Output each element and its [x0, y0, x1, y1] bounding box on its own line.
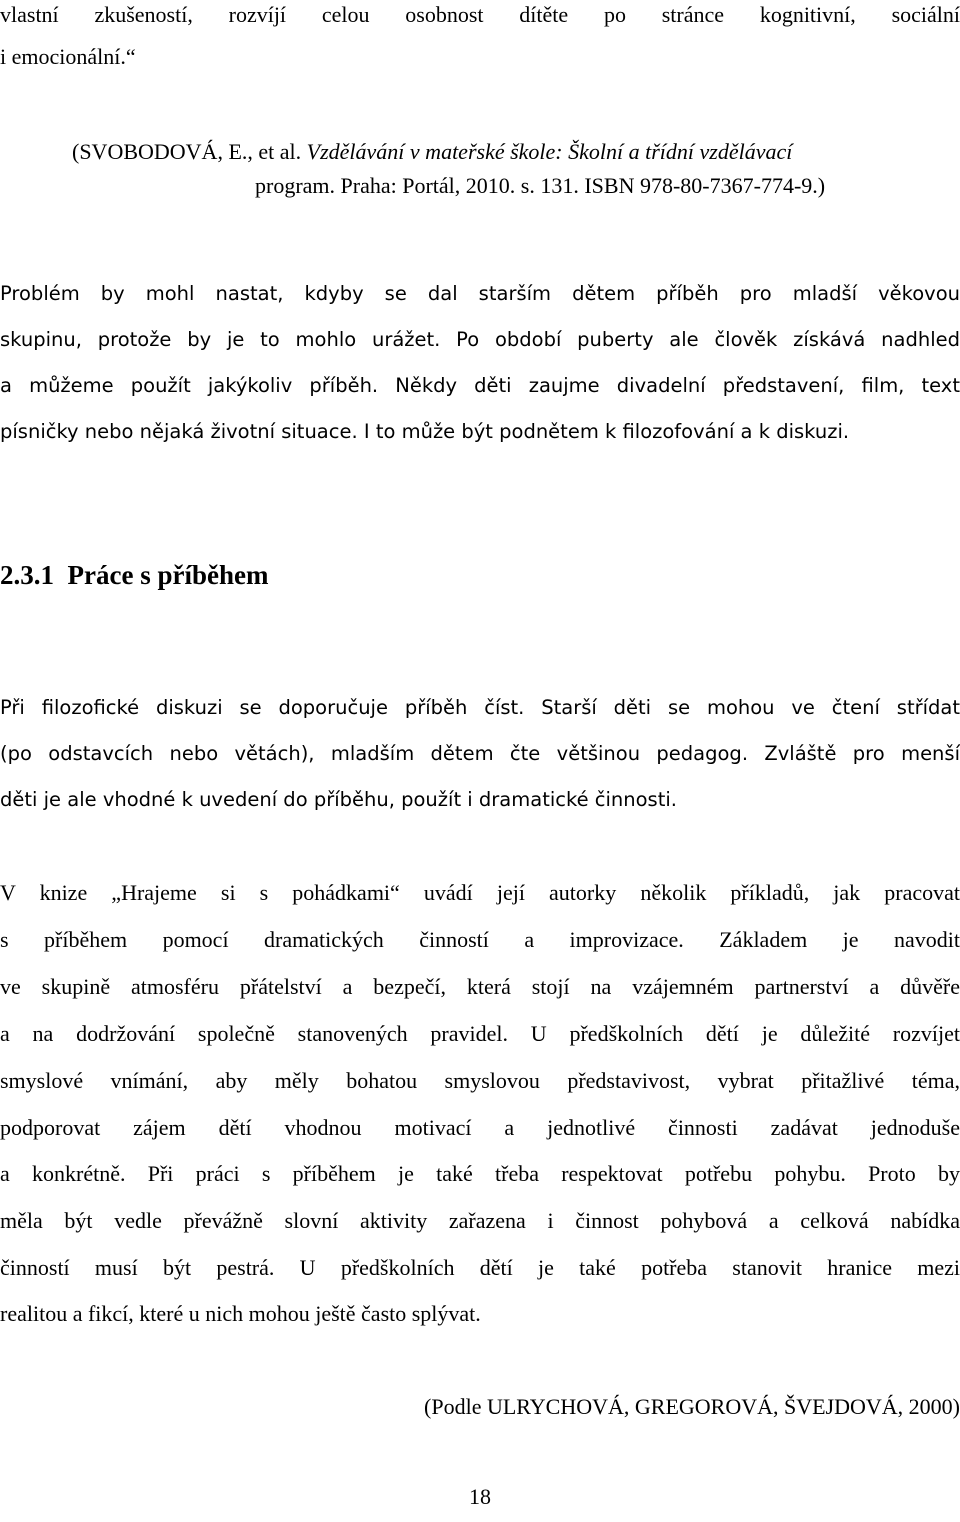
paragraph-3-line-6: podporovat zájem dětí vhodnou motivací a jednotlivé činnosti zadávat jednoduše: [0, 1115, 960, 1140]
paragraph-2-line-2: (po odstavcích nebo větách), mladším dětem čte většinou pedagog. Zvláště pro menší: [0, 742, 960, 765]
paragraph-3-line-9: činností musí být pestrá. U předškolních dětí je také potřeba stanovit hranice mezi: [0, 1255, 960, 1280]
top-paragraph-line-2: i emocionální.“: [0, 44, 136, 69]
top-paragraph-line-1: vlastní zkušeností, rozvíjí celou osobnost dítěte po stránce kognitivní, sociální: [0, 2, 960, 27]
section-number: 2.3.1: [0, 560, 54, 590]
paragraph-3-line-2: s příběhem pomocí dramatických činností a improvizace. Základem je navodit: [0, 927, 960, 952]
paragraph-1-line-2: skupinu, protože by je to mohlo urážet. Po období puberty ale člověk získává nadhled: [0, 328, 960, 351]
page-number: 18: [469, 1484, 491, 1509]
paragraph-3-line-10: realitou a fikcí, které u nich mohou ještě často splývat.: [0, 1301, 481, 1326]
paragraph-2-line-3: děti je ale vhodné k uvedení do příběhu, použít i dramatické činnosti.: [0, 788, 677, 811]
paragraph-3-line-8: měla být vedle převážně slovní aktivity zařazena i činnost pohybová a celková nabídka: [0, 1208, 960, 1233]
citation-1-authors: (SVOBODOVÁ, E., et al.: [72, 139, 307, 164]
citation-2: (Podle ULRYCHOVÁ, GREGOROVÁ, ŠVEJDOVÁ, 2000): [424, 1394, 960, 1419]
paragraph-1-line-1: Problém by mohl nastat, kdyby se dal starším dětem příběh pro mladší věkovou: [0, 282, 960, 305]
paragraph-3-line-4: a na dodržování společně stanovených pravidel. U předškolních dětí je důležité rozvíjet: [0, 1021, 960, 1046]
citation-1-line-1: [72, 137, 960, 167]
paragraph-3-line-1: V knize „Hrajeme si s pohádkami“ uvádí její autorky několik příkladů, jak pracovat: [0, 880, 960, 905]
paragraph-2-line-1: Při filozofické diskuzi se doporučuje příběh číst. Starší děti se mohou ve čtení střídat: [0, 696, 960, 719]
citation-1-line-2: program. Praha: Portál, 2010. s. 131. ISBN 978-80-7367-774-9.): [255, 173, 826, 198]
section-title: Práce s příběhem: [67, 560, 269, 590]
paragraph-3-line-3: ve skupině atmosféru přátelství a bezpečí, která stojí na vzájemném partnerství a důvěře: [0, 974, 960, 999]
paragraph-3-line-5: smyslové vnímání, aby měly bohatou smyslovou představivost, vybrat přitažlivé téma,: [0, 1068, 960, 1093]
paragraph-1-line-3: a můžeme použít jakýkoliv příběh. Někdy děti zaujme divadelní představení, film, text: [0, 374, 960, 397]
section-heading: [0, 560, 960, 590]
citation-1-title: Vzdělávání v mateřské škole: Školní a třídní vzdělávací: [306, 139, 793, 164]
paragraph-3-line-7: a konkrétně. Při práci s příběhem je také třeba respektovat potřebu pohybu. Proto by: [0, 1161, 960, 1186]
paragraph-1-line-4: písničky nebo nějaká životní situace. I to může být podnětem k filozofování a k diskuzi.: [0, 420, 850, 443]
